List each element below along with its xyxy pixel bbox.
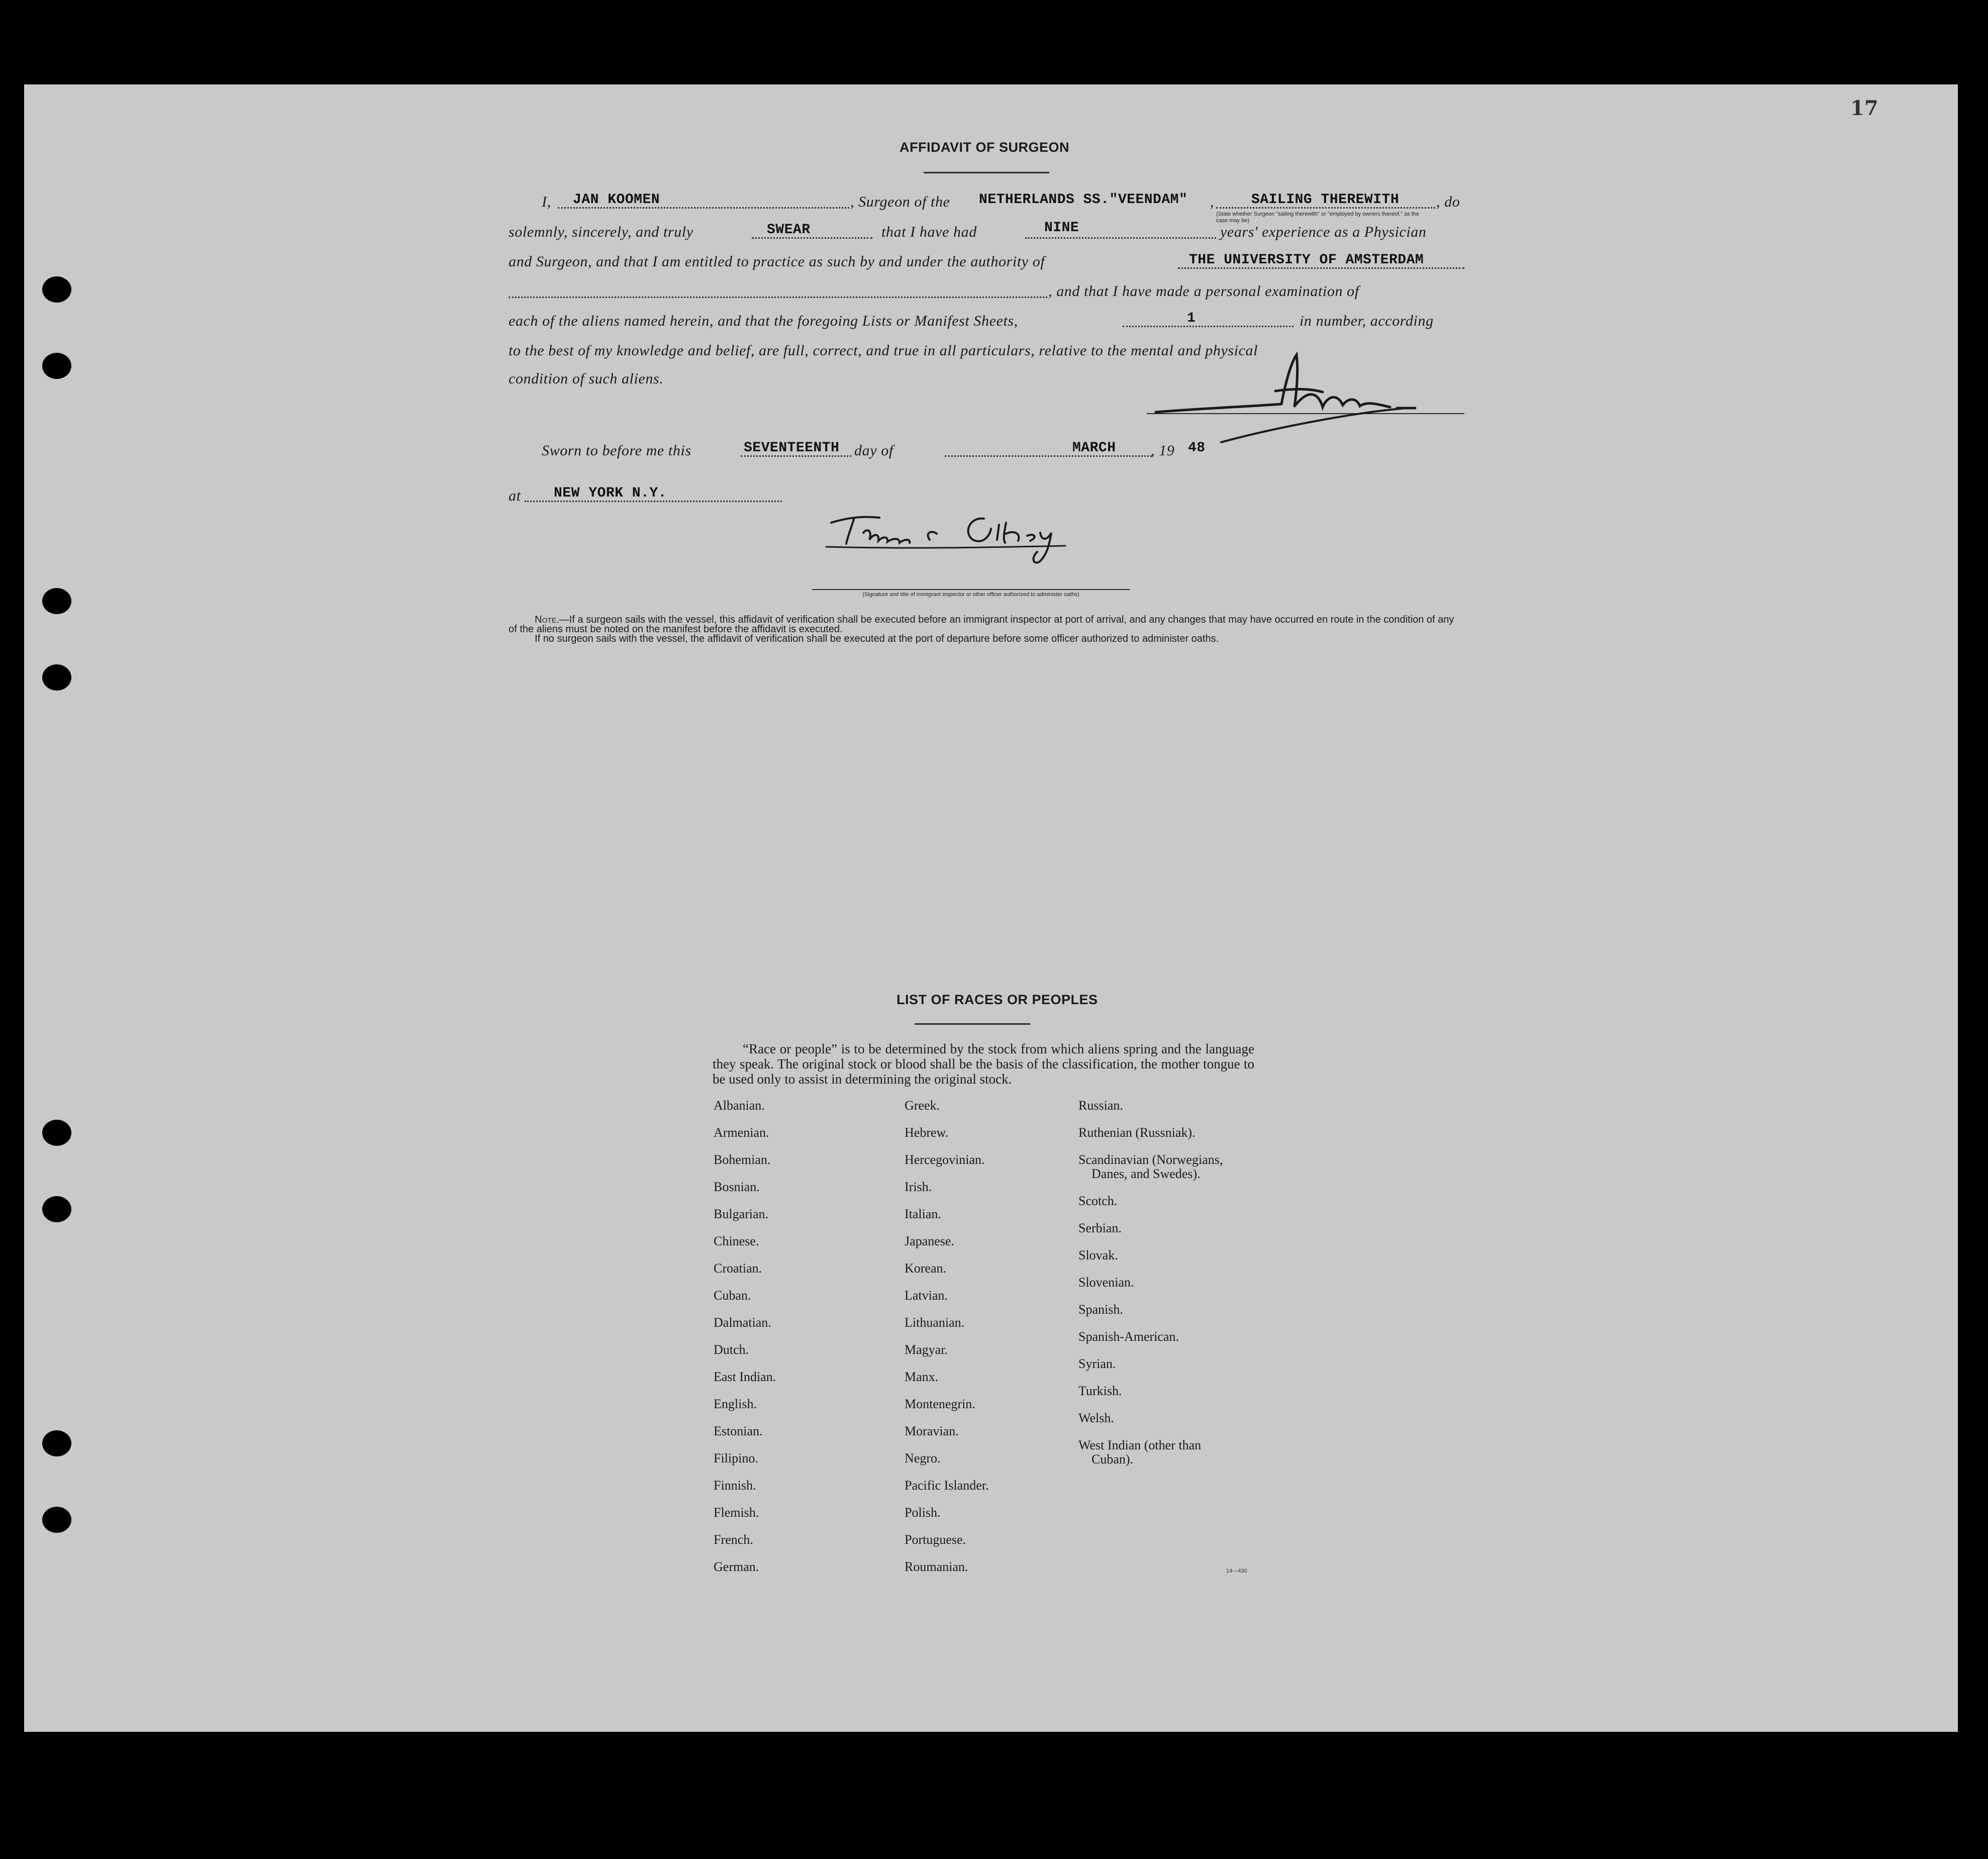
officer-caption-line [812,589,1130,590]
race-item: Korean. [905,1261,947,1276]
races-title: LIST OF RACES OR PEOPLES [897,992,1098,1007]
line1-i: I, [542,193,551,210]
affidavit-title: AFFIDAVIT OF SURGEON [900,140,1069,155]
race-item: West Indian (other than [1078,1438,1202,1452]
race-item: Ruthenian (Russniak). [1078,1125,1196,1140]
form-code: 14—430 [1226,1568,1247,1574]
punch-hole [42,664,71,691]
officer-signature [824,503,1085,568]
line6-text: to the best of my knowledge and belief, are full, correct, and true in all particulars, relative to the mental and physical [509,342,1258,359]
sworn-day-of: day of [854,442,893,459]
oath-line [752,237,872,239]
race-item: Manx. [905,1369,939,1384]
surgeon-name-line [558,207,849,209]
race-item: Bosnian. [714,1180,760,1194]
line3-text: and Surgeon, and that I am entitled to practice as such by and under the authority of [509,253,1045,270]
races-column-2 [905,1099,989,1587]
punch-hole [42,353,71,379]
race-item: Irish. [905,1180,932,1194]
race-item: Chinese. [714,1234,759,1248]
punch-hole [42,1507,71,1533]
race-item: Moravian. [905,1424,959,1438]
race-item: Scandinavian (Norwegians, [1078,1152,1223,1167]
race-item: Welsh. [1078,1411,1114,1425]
authority: THE UNIVERSITY OF AMSTERDAM [1189,252,1424,268]
race-item: French. [714,1532,753,1547]
sworn-location-line [525,501,782,502]
race-item: Hercegovinian. [905,1152,985,1167]
sheet-count: 1 [1187,311,1196,326]
race-item: Serbian. [1078,1221,1122,1235]
race-item: Montenegrin. [905,1397,975,1411]
line5-number: in number, according [1300,313,1434,329]
race-item: Syrian. [1078,1356,1116,1371]
title-rule [924,172,1049,173]
sworn-month-line [945,455,1152,457]
sworn-19: , 19 [1151,442,1175,459]
race-item: East Indian. [714,1369,776,1384]
sworn-day: SEVENTEENTH [744,440,840,456]
officer-caption: (Signature and title of immigrant inspector or other officer authorized to administer oaths) [862,592,1079,598]
race-item: Magyar. [905,1342,948,1357]
punch-hole [42,588,71,614]
race-item: Latvian. [905,1288,948,1303]
document-sheet [24,84,1958,1732]
sheet-count-line [1123,326,1294,327]
race-item: Filipino. [714,1451,758,1465]
race-item: Spanish-American. [1078,1329,1179,1344]
races-intro: “Race or people” is to be determined by the stock from which aliens spring and the language they speak. The original stock or blood shall be the basis of the classification, the mother tongue to be used only to assist in determining the original stock. [713,1041,1254,1087]
authority-line-cont [509,297,1047,298]
note-line1: —If a surgeon sails with the vessel, this affidavit of verification shall be executed before an immigrant inspector at port of arrival, and any changes that may have occurred en route in the condition of any of the aliens must be noted on the manifest before the affidavit is executed. [509,614,1454,635]
authority-line [1178,267,1464,269]
surgeon-signature [1146,352,1427,447]
race-item: Cuban. [714,1288,751,1303]
races-title-rule [915,1023,1030,1025]
line2-had: that I have had [881,224,977,240]
race-item: Slovenian. [1078,1275,1134,1290]
note-line2: If no surgeon sails with the vessel, the affidavit of verification shall be executed at the port of departure before some officer authorized to administer oaths. [535,633,1219,644]
race-item: Portuguese. [905,1532,966,1547]
page-number: 17 [1850,96,1878,120]
sworn-text: Sworn to before me this [542,442,691,459]
race-item: Spanish. [1078,1302,1123,1317]
line1-comma: , [1210,193,1215,210]
surgeon-status: SAILING THEREWITH [1251,192,1400,208]
affidavit-note [509,615,1464,644]
race-item: Hebrew. [905,1125,949,1140]
years-experience: NINE [1044,220,1079,236]
race-item: Bohemian. [714,1152,771,1167]
note-label: Note. [535,614,559,625]
race-item: Polish. [905,1505,941,1520]
sworn-location: NEW YORK N.Y. [554,485,667,501]
race-item: Italian. [905,1207,941,1221]
punch-hole [42,1196,71,1222]
race-item: Greek. [905,1098,940,1113]
years-line [1025,237,1216,239]
race-item: Lithuanian. [905,1315,965,1330]
oath-type: SWEAR [767,222,811,238]
race-item: Flemish. [714,1505,759,1520]
race-item: Slovak. [1078,1248,1118,1262]
race-item: German. [714,1559,759,1574]
line1-surgeon-of: , Surgeon of the [850,193,950,210]
race-item: Scotch. [1078,1194,1118,1208]
line5-text: each of the aliens named herein, and that the foregoing Lists or Manifest Sheets, [509,313,1018,329]
race-item: Russian. [1078,1098,1123,1113]
place-at: at [509,487,521,504]
races-column-1 [714,1099,776,1587]
race-item: Roumanian. [905,1559,968,1574]
punch-hole [42,1120,71,1146]
vessel-name: NETHERLANDS SS."VEENDAM" [979,192,1188,208]
races-column-3 [1078,1099,1223,1480]
line2-years: years' experience as a Physician [1220,224,1427,240]
line7-text: condition of such aliens. [509,370,664,387]
race-item: Japanese. [905,1234,954,1248]
punch-hole [42,276,71,303]
race-item: Dalmatian. [714,1315,771,1330]
race-item: Cuban). [1091,1452,1134,1466]
sworn-month: MARCH [1072,440,1116,456]
race-item: Armenian. [714,1125,769,1140]
status-instruction: (State whether Surgeon "sailing therewith" or "employed by owners thereof," as the case may be) [1216,211,1419,224]
sworn-day-line [741,455,851,457]
race-item: Pacific Islander. [905,1478,989,1493]
race-item: English. [714,1397,757,1411]
sworn-year: 48 [1188,440,1206,456]
race-item: Bulgarian. [714,1207,769,1221]
race-item: Estonian. [714,1424,763,1438]
race-item: Albanian. [714,1098,765,1113]
surgeon-name: JAN KOOMEN [573,192,660,208]
race-item: Croatian. [714,1261,762,1276]
race-item: Danes, and Swedes). [1091,1166,1201,1181]
punch-hole [42,1430,71,1456]
race-item: Dutch. [714,1342,749,1357]
line2-text: solemnly, sincerely, and truly [509,224,693,240]
race-item: Turkish. [1078,1384,1122,1398]
race-item: Finnish. [714,1478,756,1493]
race-item: Negro. [905,1451,941,1465]
line1-do: , do [1436,193,1460,210]
line4-text: , and that I have made a personal examination of [1048,283,1359,300]
surgeon-status-line [1216,207,1435,209]
